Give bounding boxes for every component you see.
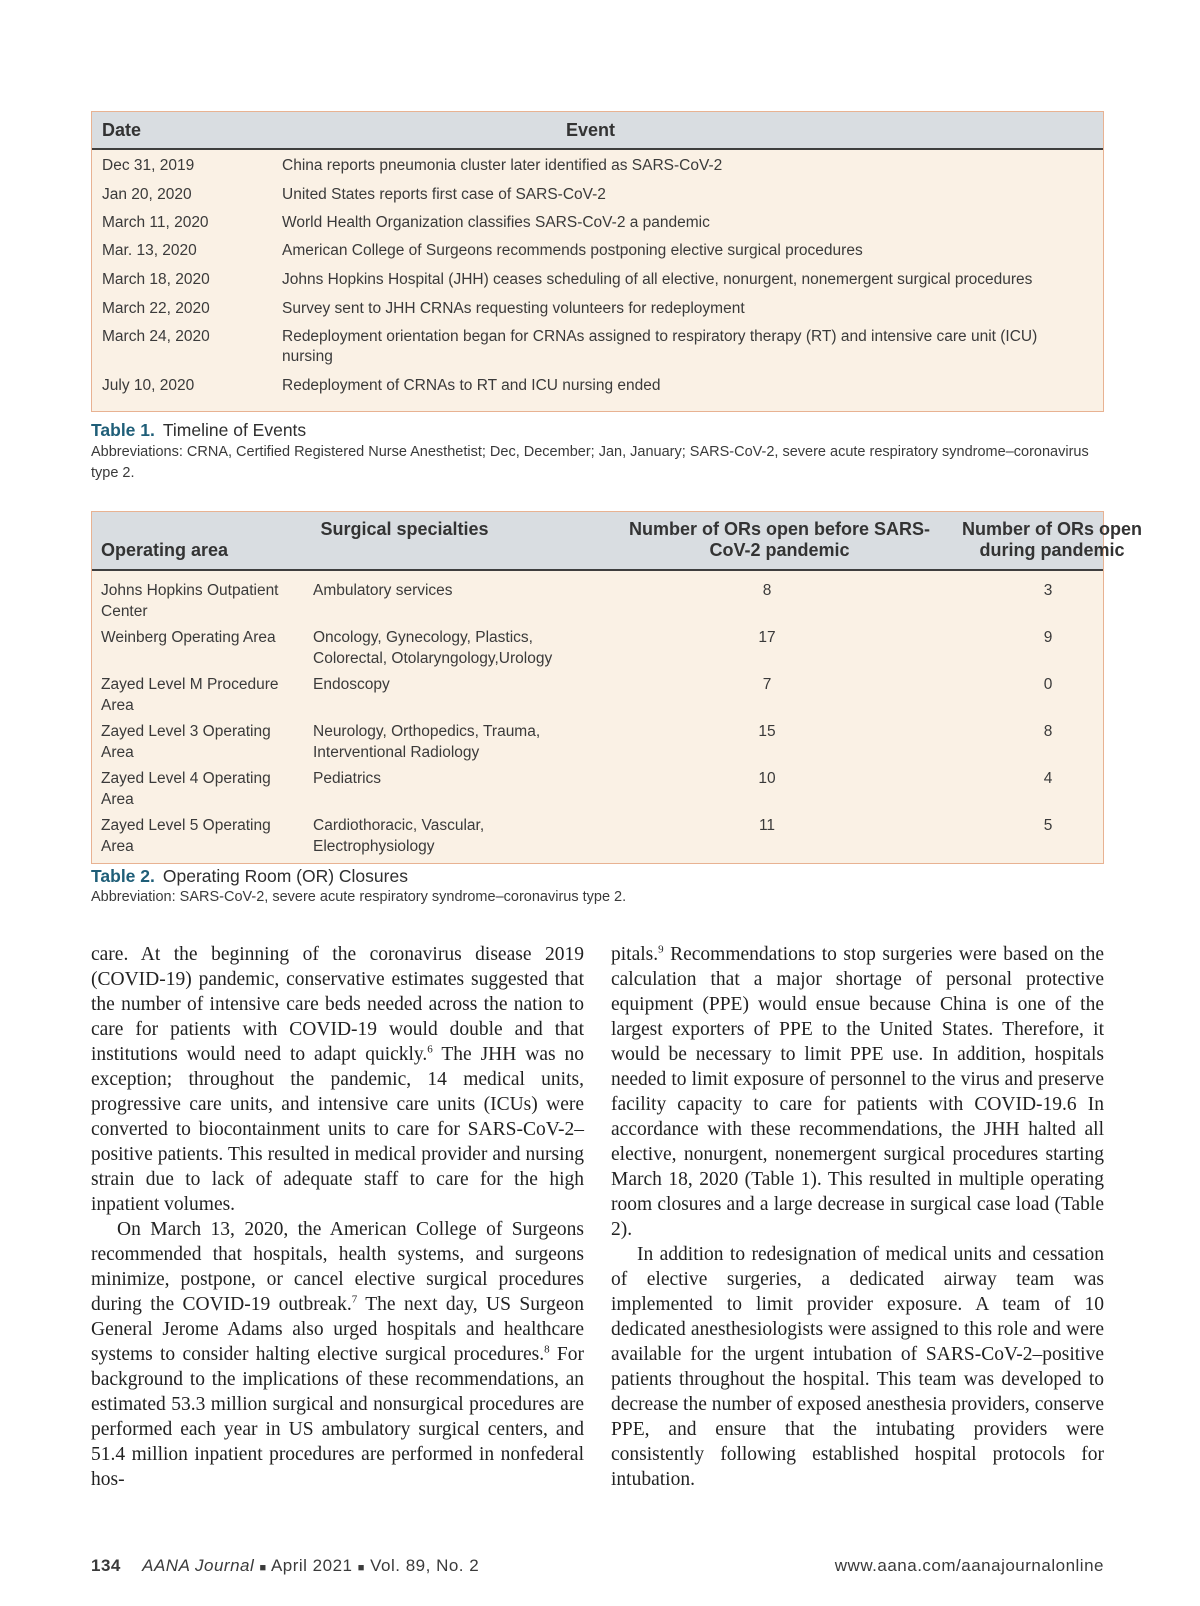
body-column-left xyxy=(91,942,584,1492)
header-ors-before: Number of ORs open before SARS-CoV-2 pandemic xyxy=(628,519,931,560)
body-column-right xyxy=(611,942,1104,1492)
table1-abbreviations: Abbreviations: CRNA, Certified Registered Nurse Anesthetist; Dec, December; Jan, January; SARS-CoV-2, severe acute respiratory syndrome–coronavirus type 2. xyxy=(91,444,1089,481)
header-event: Event xyxy=(566,120,616,140)
paragraph: In addition to redesignation of medical units and cessation of elective surgeries, a dedicated airway team was implemented to limit provider exposure. A team of 10 dedicated anesthesiologists were assigned to this role and were available for the urgent intubation of SARS-CoV-2–positive patients throughout the hospital. This team was developed to decrease the number of exposed anesthesia providers, conserve PPE, and ensure that the intubating providers were consistently following established hospital protocols for intubation. xyxy=(611,1244,1104,1490)
timeline-table-header xyxy=(92,112,1103,150)
or-closures-table-header xyxy=(92,512,1142,571)
or-closures-table: Operating area Surgical specialties Number of ORs open before SARS-CoV-2 pandemic Number of ORs open during pandemic Johns Hopkins Outpatient Center Ambulatory services 8 3 Weinberg Operating Area Oncology, Gynecology, Plastics, Colorectal, Otolaryngology,Urology 17 9 Zayed Level M Procedure Area Endoscopy 7 0 Zayed Level 3 Operating Area Neurology, Orthopedics, Trauma, Interventional Radiology 15 8 Zayed Level 4 Operating Area Pediatrics 10 4 Zayed Level 5 Operating Area Cardiothoracic, Vascular, Electrophysiology 11 5 xyxy=(91,511,1104,864)
table2-abbreviations: Abbreviation: SARS-CoV-2, severe acute respiratory syndrome–coronavirus type 2. xyxy=(91,889,627,905)
separator-icon: ■ xyxy=(357,1562,365,1574)
paragraph: pitals.$^9$ Recommendations to stop surgeries were based on the calculation that a major shortage of personal protective equipment (PPE) would ensue because China is one of the largest exporters of PPE to the United States. Therefore, it would be necessary to limit PPE use. In addition, hospitals needed to limit exposure of personnel to the virus and preserve facility capacity to care for patients with COVID-19.6 In accordance with these recommendations, the JHH halted all elective, nonurgent, nonemergent surgical procedures starting March 18, 2020 (Table 1). This resulted in multiple operating room closures and a large decrease in surgical case load (Table 2). xyxy=(611,943,1104,1240)
issue-date: April 2021 xyxy=(270,1556,353,1575)
header-operating-area: Operating area xyxy=(101,540,229,560)
page-number: 134 xyxy=(91,1556,121,1575)
separator-icon: ■ xyxy=(259,1562,267,1574)
paragraph: On March 13, 2020, the American College of Surgeons recommended that hospitals, health systems, and surgeons minimize, postpone, or cancel elective surgical procedures during the COVID-19 outbreak.$^7$ The next day, US Surgeon General Jerome Adams also urged hospitals and healthcare systems to consider halting elective surgical procedures.$^8$ For background to the implications of these recommendations, an estimated 53.3 million surgical and nonsurgical procedures are performed each year in US ambulatory surgical centers, and 51.4 million inpatient procedures are performed in nonfederal hos- xyxy=(91,1219,584,1490)
journal-url: www.aana.com/aanajournalonline xyxy=(834,1556,1104,1575)
header-ors-during: Number of ORs open during pandemic xyxy=(961,519,1142,560)
table2-caption: Table 2. Operating Room (OR) Closures xyxy=(91,866,408,886)
timeline-table: Date Event Dec 31, 2019 China reports pneumonia cluster later identified as SARS-CoV-2 Jan 20, 2020 United States reports first case of SARS-CoV-2 March 11, 2020 World Health Organization classifies SARS-CoV-2 a pandemic Mar. 13, 2020 American College of Surgeons recommends postponing elective surgical procedures March 18, 2020 Johns Hopkins Hospital (JHH) ceases scheduling of all elective, nonurgent, nonemergent surgical procedures March 22, 2020 Survey sent to JHH CRNAs requesting volunteers for redeployment March 24, 2020 Redeployment orientation began for CRNAs assigned to respiratory therapy (RT) and intensive care unit (ICU) nursing July 10, 2020 Redeployment of CRNAs to RT and ICU nursing ended xyxy=(91,111,1104,412)
paragraph: care. At the beginning of the coronavirus disease 2019 (COVID-19) pandemic, conservative estimates suggested that the number of intensive care beds needed across the nation to care for patients with COVID-19 would double and that institutions would need to adapt quickly.$^6$ The JHH was no exception; throughout the pandemic, 14 medical units, progressive care units, and intensive care units (ICUs) were converted to biocontainment units to care for SARS-CoV-2–positive patients. This resulted in medical provider and nursing strain due to lack of adequate staff to care for the high inpatient volumes. xyxy=(91,944,584,1215)
header-surgical-specialties: Surgical specialties xyxy=(320,519,489,539)
header-date: Date xyxy=(102,120,142,140)
page-footer xyxy=(91,1556,479,1576)
journal-name: AANA Journal xyxy=(142,1556,255,1575)
volume: Vol. 89, No. 2 xyxy=(370,1556,480,1575)
table1-caption: Table 1. Timeline of Events xyxy=(91,420,307,440)
